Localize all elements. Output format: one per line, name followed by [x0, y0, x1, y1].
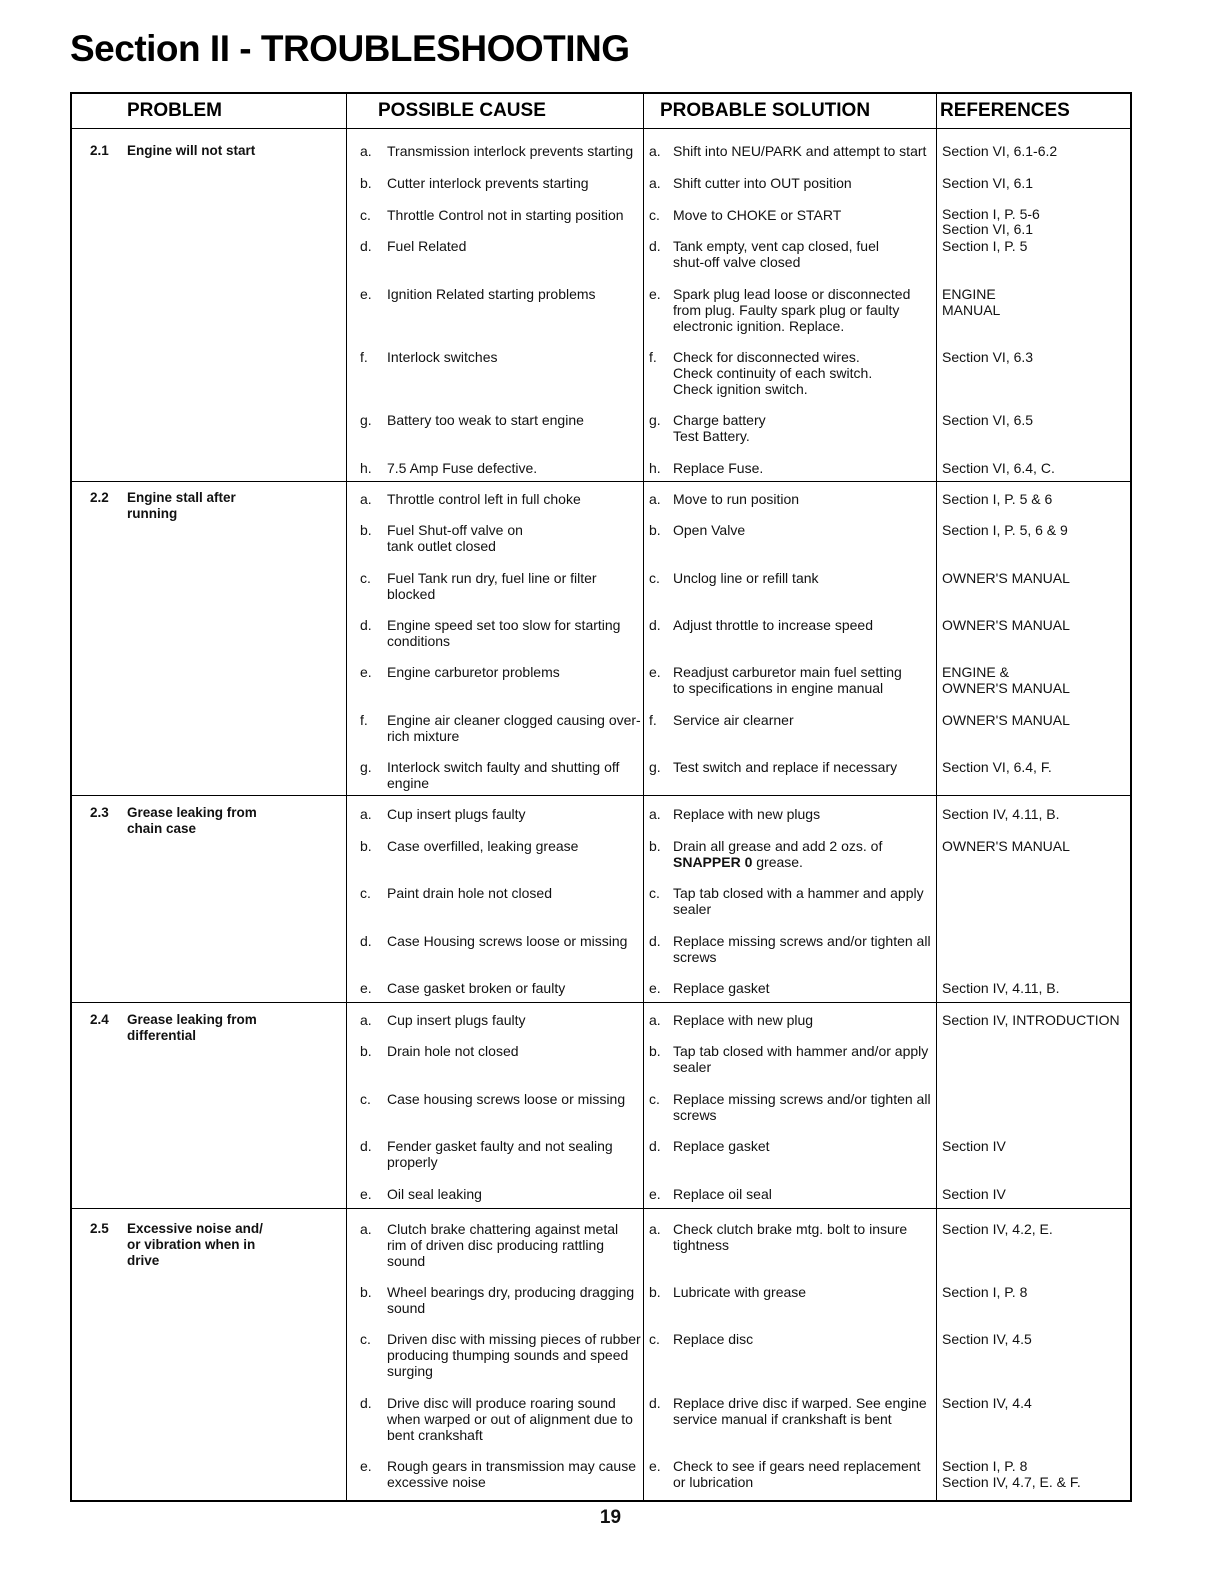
solution-text: Replace Fuse.: [673, 460, 764, 476]
cause-text: Oil seal leaking: [387, 1186, 482, 1202]
reference-text: OWNER'S MANUAL: [942, 712, 1070, 728]
table-row: [72, 349, 1130, 409]
cause-letter: h.: [360, 460, 372, 476]
solution-letter: e.: [649, 664, 661, 680]
solution-letter: b.: [649, 1284, 661, 1300]
solution-letter: c.: [649, 207, 660, 223]
header-problem: PROBLEM: [127, 100, 222, 121]
cause-text: Wheel bearings dry, producing dragging sound: [387, 1284, 635, 1316]
page-title: Section II - TROUBLESHOOTING: [70, 28, 630, 69]
cause-letter: c.: [360, 207, 371, 223]
reference-text: Section IV, 4.2, E.: [942, 1221, 1053, 1237]
cause-text: Engine air cleaner clogged causing over- rich mixture: [387, 712, 641, 744]
solution-text: Charge battery Test Battery.: [673, 412, 766, 444]
cause-letter: g.: [360, 759, 372, 775]
cause-letter: d.: [360, 1395, 372, 1411]
reference-text: Section VI, 6.5: [942, 412, 1034, 428]
cause-letter: a.: [360, 806, 372, 822]
reference-text: Section I, P. 5 & 6: [942, 491, 1053, 507]
cause-letter: b.: [360, 1284, 372, 1300]
solution-letter: c.: [649, 570, 660, 586]
cause-letter: c.: [360, 570, 371, 586]
reference-text: ENGINE MANUAL: [942, 286, 1001, 318]
solution-letter: c.: [649, 885, 660, 901]
reference-text: Section VI, 6.4, C.: [942, 460, 1055, 476]
cause-letter: b.: [360, 1043, 372, 1059]
cause-letter: d.: [360, 238, 372, 254]
solution-letter: h.: [649, 460, 661, 476]
cause-text: 7.5 Amp Fuse defective.: [387, 460, 538, 476]
solution-letter: g.: [649, 412, 661, 428]
cause-letter: e.: [360, 664, 372, 680]
solution-letter: c.: [649, 1331, 660, 1347]
cause-letter: e.: [360, 1458, 372, 1474]
reference-text: OWNER'S MANUAL: [942, 617, 1070, 633]
cause-text: Battery too weak to start engine: [387, 412, 584, 428]
header-separator: [72, 128, 1130, 129]
solution-text: Test switch and replace if necessary: [673, 759, 898, 775]
cause-letter: a.: [360, 491, 372, 507]
solution-letter: a.: [649, 1221, 661, 1237]
cause-text: Throttle control left in full choke: [387, 491, 581, 507]
header-probable-solution: PROBABLE SOLUTION: [660, 100, 871, 121]
reference-text: Section I, P. 5, 6 & 9: [942, 522, 1068, 538]
solution-text: Adjust throttle to increase speed: [673, 617, 874, 633]
table-row: [72, 1395, 1130, 1455]
cause-text: Cup insert plugs faulty: [387, 1012, 526, 1028]
cause-text: Drain hole not closed: [387, 1043, 519, 1059]
solution-letter: e.: [649, 980, 661, 996]
cause-letter: c.: [360, 1331, 371, 1347]
cause-text: Fuel Tank run dry, fuel line or filter blocked: [387, 570, 597, 602]
solution-letter: e.: [649, 1186, 661, 1202]
cause-text: Case gasket broken or faulty: [387, 980, 566, 996]
reference-text: Section VI, 6.4, F.: [942, 759, 1052, 775]
cause-text: Cup insert plugs faulty: [387, 806, 526, 822]
solution-letter: c.: [649, 1091, 660, 1107]
solution-text: Replace gasket: [673, 1138, 770, 1154]
table-row: [72, 1221, 1130, 1281]
solution-text: Check for disconnected wires. Check continuity of each switch. Check ignition switch.: [673, 349, 873, 397]
cause-letter: b.: [360, 838, 372, 854]
cause-letter: c.: [360, 885, 371, 901]
table-row: [72, 1331, 1130, 1391]
solution-letter: a.: [649, 491, 661, 507]
solution-text: Move to CHOKE or START: [673, 207, 842, 223]
solution-text: Shift cutter into OUT position: [673, 175, 852, 191]
reference-text: Section IV, 4.4: [942, 1395, 1032, 1411]
cause-text: Transmission interlock prevents starting: [387, 143, 634, 159]
problem-number: 2.5: [90, 1221, 109, 1236]
cause-text: Case Housing screws loose or missing: [387, 933, 628, 949]
solution-text: Shift into NEU/PARK and attempt to start: [673, 143, 927, 159]
reference-text: Section IV, 4.11, B.: [942, 806, 1060, 822]
solution-letter: a.: [649, 175, 661, 191]
cause-letter: a.: [360, 143, 372, 159]
solution-text: Lubricate with grease: [673, 1284, 807, 1300]
cause-text: Interlock switches: [387, 349, 498, 365]
solution-text: Check to see if gears need replacement or lubrication: [673, 1458, 921, 1490]
cause-letter: c.: [360, 1091, 371, 1107]
problem-number: 2.4: [90, 1012, 109, 1027]
cause-text: Paint drain hole not closed: [387, 885, 552, 901]
product-name: SNAPPER 0: [673, 854, 753, 870]
reference-text: Section IV: [942, 1138, 1006, 1154]
problem-title: Grease leaking from chain case: [127, 805, 257, 836]
reference-text: Section IV: [942, 1186, 1006, 1202]
solution-letter: d.: [649, 617, 661, 633]
cause-text: Clutch brake chattering against metal rim of driven disc producing rattling sound: [387, 1221, 619, 1269]
reference-text: Section IV, 4.5: [942, 1331, 1032, 1347]
solution-text: Replace disc: [673, 1331, 754, 1347]
cause-text: Cutter interlock prevents starting: [387, 175, 589, 191]
cause-text: Throttle Control not in starting position: [387, 207, 624, 223]
troubleshooting-table: [70, 92, 1132, 1502]
reference-text: Section I, P. 8: [942, 1284, 1028, 1300]
cause-text: Driven disc with missing pieces of rubber producing thumping sounds and speed surging: [387, 1331, 641, 1379]
reference-text: Section I, P. 5: [942, 238, 1028, 254]
reference-text: Section I, P. 5-6 Section VI, 6.1: [942, 206, 1040, 237]
solution-text: Unclog line or refill tank: [673, 570, 819, 586]
cause-letter: e.: [360, 980, 372, 996]
solution-letter: g.: [649, 759, 661, 775]
solution-text: Move to run position: [673, 491, 800, 507]
solution-letter: f.: [649, 349, 657, 365]
solution-text: Tap tab closed with hammer and/or apply sealer: [673, 1043, 929, 1075]
solution-letter: a.: [649, 806, 661, 822]
cause-letter: a.: [360, 1221, 372, 1237]
cause-letter: b.: [360, 175, 372, 191]
problem-title: Engine will not start: [127, 143, 256, 158]
reference-text: Section VI, 6.3: [942, 349, 1034, 365]
cause-letter: d.: [360, 1138, 372, 1154]
cause-text: Case overfilled, leaking grease: [387, 838, 579, 854]
problem-title: Excessive noise and/ or vibration when in drive: [127, 1221, 263, 1268]
reference-text: OWNER'S MANUAL: [942, 838, 1070, 854]
cause-text: Engine carburetor problems: [387, 664, 560, 680]
solution-text: Replace missing screws and/or tighten all screws: [673, 933, 931, 965]
cause-text: Drive disc will produce roaring sound when warped or out of alignment due to bent crankshaft: [387, 1395, 633, 1443]
solution-text: Readjust carburetor main fuel setting to specifications in engine manual: [673, 664, 902, 696]
cause-letter: e.: [360, 286, 372, 302]
cause-letter: f.: [360, 349, 368, 365]
solution-letter: a.: [649, 1012, 661, 1028]
cause-letter: f.: [360, 712, 368, 728]
problem-title: Grease leaking from differential: [127, 1012, 257, 1043]
problem-number: 2.1: [90, 143, 109, 158]
solution-text: Replace drive disc if warped. See engine service manual if crankshaft is bent: [673, 1395, 927, 1427]
solution-text: Replace oil seal: [673, 1186, 772, 1202]
reference-text: Section IV, INTRODUCTION: [942, 1012, 1120, 1028]
table-row: [72, 286, 1130, 346]
problem-number: 2.2: [90, 490, 109, 505]
cause-letter: e.: [360, 1186, 372, 1202]
solution-letter: d.: [649, 933, 661, 949]
solution-text: Spark plug lead loose or disconnected from plug. Faulty spark plug or faulty electronic ignition. Replace.: [673, 286, 911, 334]
cause-text: Rough gears in transmission may cause excessive noise: [387, 1458, 637, 1490]
solution-letter: b.: [649, 838, 661, 854]
cause-text: Fuel Related: [387, 238, 467, 254]
solution-letter: b.: [649, 1043, 661, 1059]
cause-letter: d.: [360, 933, 372, 949]
cause-letter: d.: [360, 617, 372, 633]
reference-text: Section VI, 6.1-6.2: [942, 143, 1058, 159]
solution-letter: d.: [649, 1395, 661, 1411]
cause-text: Fuel Shut-off valve on tank outlet closed: [387, 522, 523, 554]
reference-text: ENGINE & OWNER'S MANUAL: [942, 664, 1070, 696]
cause-text: Engine speed set too slow for starting conditions: [387, 617, 621, 649]
header-possible-cause: POSSIBLE CAUSE: [378, 100, 546, 121]
solution-text: Replace gasket: [673, 980, 770, 996]
solution-text: Drain all grease and add 2 ozs. of SNAPPER 0 grease.: [673, 838, 883, 870]
cause-text: Interlock switch faulty and shutting off engine: [387, 759, 620, 791]
solution-letter: e.: [649, 286, 661, 302]
solution-letter: a.: [649, 143, 661, 159]
cause-text: Case housing screws loose or missing: [387, 1091, 626, 1107]
problem-number: 2.3: [90, 805, 109, 820]
cause-text: Fender gasket faulty and not sealing properly: [387, 1138, 613, 1170]
solution-text: Tank empty, vent cap closed, fuel shut-off valve closed: [673, 238, 879, 270]
solution-text: Replace with new plug: [673, 1012, 814, 1028]
solution-letter: f.: [649, 712, 657, 728]
page-number: 19: [599, 1507, 622, 1528]
solution-text: Tap tab closed with a hammer and apply sealer: [673, 885, 924, 917]
cause-text: Ignition Related starting problems: [387, 286, 596, 302]
cause-letter: g.: [360, 412, 372, 428]
problem-title: Engine stall after running: [127, 490, 236, 521]
reference-text: OWNER'S MANUAL: [942, 570, 1070, 586]
solution-text: Replace missing screws and/or tighten all screws: [673, 1091, 931, 1123]
reference-text: Section I, P. 8 Section IV, 4.7, E. & F.: [942, 1458, 1081, 1490]
cause-letter: a.: [360, 1012, 372, 1028]
solution-letter: b.: [649, 522, 661, 538]
solution-letter: e.: [649, 1458, 661, 1474]
solution-text: Open Valve: [673, 522, 746, 538]
solution-text: Check clutch brake mtg. bolt to insure tightness: [673, 1221, 908, 1253]
solution-text: Replace with new plugs: [673, 806, 821, 822]
solution-letter: d.: [649, 238, 661, 254]
solution-text: Service air clearner: [673, 712, 794, 728]
reference-text: Section VI, 6.1: [942, 175, 1034, 191]
cause-letter: b.: [360, 522, 372, 538]
header-references: REFERENCES: [940, 100, 1070, 121]
solution-letter: d.: [649, 1138, 661, 1154]
reference-text: Section IV, 4.11, B.: [942, 980, 1060, 996]
